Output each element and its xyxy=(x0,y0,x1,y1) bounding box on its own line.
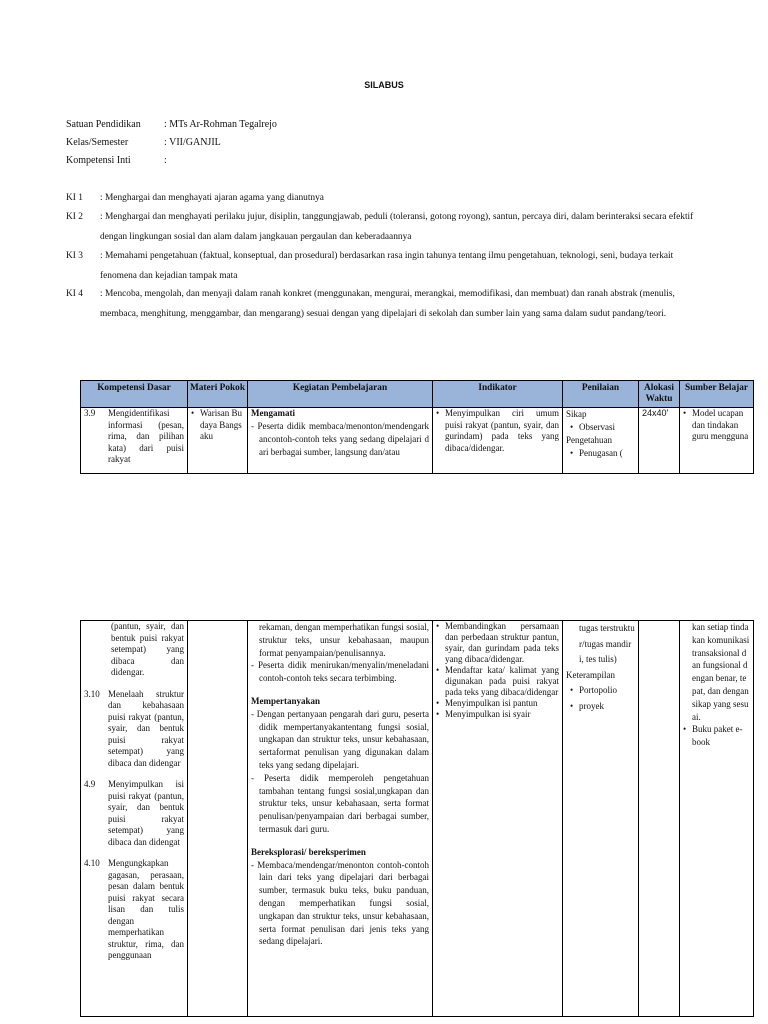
kegiatan-continued: rekaman, dengan memperhatikan fungsi sosial, struktur teks, unsur kebahasaan, maupun format penyampaian/penulisannya. xyxy=(259,622,429,658)
sumber-text: • Model ucapan dan tindakan guru mengguna xyxy=(683,408,750,443)
ki-number: KI 4 xyxy=(66,289,83,299)
sumber-item: • Buku paket e-book xyxy=(683,723,750,749)
indikator-cell xyxy=(433,408,563,474)
kd-continued: (pantun, syair, dan bentuk puisi rakyat setempat) yang dibaca dan didengar. xyxy=(111,621,184,677)
kd-number: 3.10 xyxy=(84,688,100,699)
kd-text: Mengungkapkan gagasan, perasaan, pesan dalam bentuk puisi rakyat secara lisan dan tulis dengan memperhatikan struktur, rima, dan penggunaan xyxy=(108,858,184,960)
ki-text: : Memahami pengetahuan (faktual, konseptual, dan prosedural) berdasarkan rasa ingin tahunya tentang ilmu pengetahuan, teknologi, seni, budaya terkait fenomena dan kejadian tampak mata xyxy=(100,251,674,281)
header-kd: Kompetensi Dasar xyxy=(81,381,188,408)
materi-cell xyxy=(188,621,248,1017)
header-indikator: Indikator xyxy=(433,381,563,408)
materi-text: • Warisan Budaya Bangsaku xyxy=(191,408,244,443)
header-kegiatan: Kegiatan Pembelajaran xyxy=(248,381,433,408)
indikator-item: • Menyimpulkan isi pantun xyxy=(436,698,559,709)
kd-text: Menelaah struktur dan kebahasaan puisi rakyat (pantun, syair, dan bentuk puisi rakyat setempat) yang dibaca dan didengar xyxy=(108,688,184,768)
ki-number: KI 2 xyxy=(66,212,83,222)
keterampilan-label: Keterampilan xyxy=(566,669,615,680)
penilaian-cell xyxy=(563,408,639,474)
kd-text: Mengidentifikasi informasi (pesan, rima, dan pilihan kata) dari puisi rakyat xyxy=(108,408,184,464)
indikator-item: • Menyimpulkan isi syair xyxy=(436,709,559,720)
silabus-table-bottom xyxy=(80,620,754,1017)
sumber-cell xyxy=(680,408,754,474)
eksplorasi-point: - Membaca/mendengar/menonton contoh-contoh lain dari teks yang dipelajari dari berbagai sumber, termasuk buku teks, buku panduan, dengan memperhatikan fungsi sosial, ungkapan dan struktur teks, unsur kebahasaan, serta format penulisan dari jenis teks yang sedang dipelajari. xyxy=(251,859,429,947)
penilaian-penugasan: • Penugasan ( xyxy=(570,447,635,460)
info-value: : MTs Ar-Rohman Tegalrejo xyxy=(164,119,277,130)
kd-number: 4.9 xyxy=(84,779,96,789)
table-row xyxy=(81,621,754,1017)
info-value: : VII/GANJIL xyxy=(164,137,221,148)
info-value: : xyxy=(164,155,167,166)
penilaian-pengetahuan: Pengetahuan xyxy=(566,435,612,445)
penilaian-sikap: Sikap xyxy=(566,409,587,419)
ki-text: : Mencoba, mengolah, dan menyaji dalam ranah konkret (menggunakan, mengurai, merangkai, memodifikasi, dan membuat) dan ranah abstrak (menulis, membaca, menghitung, menggambar, dan mengarang) sesuai dengan yang dipelajari di sekolah dan sumber lain yang sama dalam sudut pandang/teori. xyxy=(100,289,675,319)
page-title: SILABUS xyxy=(364,80,404,90)
header-alokasi: Alokasi Waktu xyxy=(639,381,680,408)
ki-text: : Menghargai dan menghayati ajaran agama yang dianutnya xyxy=(100,193,324,203)
keterampilan-item: • proyek xyxy=(570,699,635,715)
kd-cell xyxy=(81,621,188,1017)
alokasi-cell xyxy=(639,621,680,1017)
alokasi-cell xyxy=(639,408,680,474)
header-row xyxy=(81,381,754,408)
kd-number: 4.10 xyxy=(84,858,100,868)
info-label: Satuan Pendidikan xyxy=(66,119,141,130)
penilaian-observasi: • Observasi xyxy=(570,421,635,434)
kd-cell xyxy=(81,408,188,474)
indikator-cell xyxy=(433,621,563,1017)
indikator-item: • Mendaftar kata/ kalimat yang digunakan pada puisi rakyat pada teks yang dibaca/didengar xyxy=(436,665,559,698)
mempertanyakan-point: - Peserta didik memperoleh pengetahuan tambahan tentang fungsi sosial,ungkapan dan struktur teks, unsur kebahasaan, serta format penulisan/penyampaian dari berbagai sumber, termasuk dari guru. xyxy=(251,772,429,834)
kegiatan-text: - Peserta didik membaca/menonton/mendengarkancontoh-contoh teks yang sedang dipelajari dari berbagai sumber, langsung dan/atau xyxy=(251,420,429,457)
kd-text: Menyimpulkan isi puisi rakyat (pantun, syair, dan bentuk puisi rakyat setempat) yang dibaca dan didengat xyxy=(108,779,184,847)
sumber-continued: kan setiap tindakan komunikasi transaksional dan fungsional dengan benar, tepat, dan dengan sikap yang sesuai. xyxy=(692,622,750,722)
silabus-table-top xyxy=(80,380,754,474)
header-penilaian: Penilaian xyxy=(563,381,639,408)
kegiatan-cell xyxy=(248,621,433,1017)
kd-number: 3.9 xyxy=(84,408,96,418)
info-label: Kelas/Semester xyxy=(66,137,129,148)
info-label: Kompetensi Inti xyxy=(66,155,131,166)
table-row xyxy=(81,408,754,474)
kd-item xyxy=(84,689,184,770)
sumber-cell xyxy=(680,621,754,1017)
kegiatan-cell xyxy=(248,408,433,474)
alokasi-waktu: 24x40' xyxy=(642,408,669,418)
ki-number: KI 1 xyxy=(66,193,83,203)
mempertanyakan-point: - Dengan pertanyaan pengarah dari guru, peserta didik mempertanyakantentang fungsi sosial, ungkapan dan struktur teks, unsur kebahasaan, sertaformat penulisan yang digunakan dalam teks yang sedang dipelajari. xyxy=(251,708,429,770)
mempertanyakan-heading: Mempertanyakan xyxy=(251,695,320,706)
materi-cell xyxy=(188,408,248,474)
penilaian-continued: tugas terstruktur/tugas mandiri, tes tulis) xyxy=(579,623,635,664)
ki-text: : Menghargai dan menghayati perilaku jujur, disiplin, tanggungjawab, peduli (toleransi, gotong royong), santun, percaya diri, dalam berinteraksi secara efektif dengan lingkungan sosial dan alam dalam jangkauan pergaulan dan keberadaannya xyxy=(100,212,694,242)
keterampilan-item: • Portopolio xyxy=(570,683,635,699)
penilaian-cell xyxy=(563,621,639,1017)
indikator-item: • Membandingkan persamaan dan perbedaan struktur pantun, syair, dan gurindam pada teks yang dibaca/didengar. xyxy=(436,621,559,665)
eksplorasi-heading: Bereksplorasi/ bereksperimen xyxy=(251,846,366,857)
kegiatan-heading: Mengamati xyxy=(251,408,295,418)
header-materi: Materi Pokok xyxy=(188,381,248,408)
kd-item xyxy=(84,858,184,962)
ki-number: KI 3 xyxy=(66,251,83,261)
kd-item xyxy=(84,779,184,848)
kegiatan-point: - Peserta didik menirukan/menyalin/meneladani contoh-contoh teks secara terbimbing. xyxy=(251,660,429,684)
header-sumber: Sumber Belajar xyxy=(680,381,754,408)
indikator-text: • Menyimpulkan ciri umum puisi rakyat (pantun, syair, dan gurindam) pada teks yang dibaca/didengar. xyxy=(436,408,559,454)
